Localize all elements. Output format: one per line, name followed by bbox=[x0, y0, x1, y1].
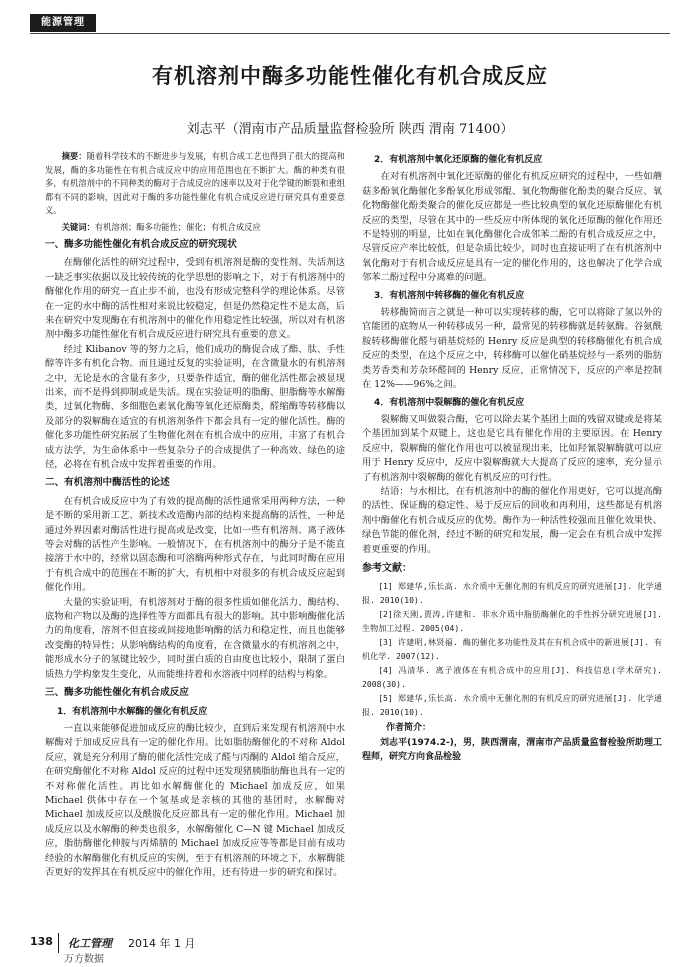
keywords-label: 关键词： bbox=[61, 221, 95, 232]
subsection-4-paragraph: 裂解酶又叫做裂合酶，它可以除去某个基团上面的残留双键或是将某个基团加到某个双键上，这也是它具有催化作用的主要原因。在 Henry 反应中，裂解酶的催化作用也可以被显现出来，比如羟氰裂解酶就可以应用于 Henry 反应中，反应中裂解酶就大大提高了反应的速率，充分显示了有机溶剂中裂解酶的催化有机反应的可行性。 bbox=[362, 413, 662, 483]
author-bio-text: 刘志平(1974.2-)，男，陕西渭南，渭南市产品质量监督检验所助理工程师，研究方向食品检验 bbox=[362, 737, 662, 762]
reference-item: [5] 郑建华,乐长高. 水介质中无催化剂的有机反应的研究进展[J]. 化学通报. 2010(10). bbox=[362, 693, 662, 718]
watermark: 万方数据 bbox=[64, 954, 104, 965]
conclusion-paragraph: 结语：与水相比，在有机溶剂中的酶的催化作用更好，它可以提高酶的活性、保证酶的稳定性、易于反应后的回收和再利用，这些都是有机溶剂中酶催化有机合成反应的优势。酶作为一种活性较强而且催化效果快、绿色节能的催化剂，经过不断的研究和发展，酶一定会在有机合成中发挥着更重要的作用。 bbox=[362, 485, 662, 555]
reference-item: [3] 许建明,林贤福. 酶的催化多功能性及其在有机合成中的新进展[J]. 有机化学. 2007(12). bbox=[362, 637, 662, 662]
page-footer bbox=[30, 935, 670, 965]
section-2-paragraph-1: 在有机合成反应中为了有效的提高酶的活性通常采用两种方法，一种是不断的采用新工艺、新技术改造酶内部的结构来提高酶的活性，一种是通过外界因素对酶活性进行提高或是改变，比如一些有机溶剂、离子液体等会对酶的活性产生影响。一般情况下，在有机溶剂中的酶分子是不能直接溶于水中的，经常以固态酶和可溶酶两种形式存在，与此同时酶在应用于有机合成中的范围在不断的扩大，有机相中对很多的有机合成反应起到催化作用。 bbox=[45, 495, 345, 594]
section-1-paragraph-2: 经过 Klibanov 等的努力之后，他们成功的酶促合成了酯、肽、手性醇等许多有机化合物。而且通过反复的实验证明，在含微量水的有机溶剂之中，无论是水的含量有多少，只要条件适宜，酶的催化活性都会被显现出来，而不是得到抑制或是失活。现在实验证明的脂酶、胆脂酶等水解酶类，过氧化物酶、多细胞色素氧化酶等氧化还原酶类，醛缩酶等转移酶以及部分的裂解酶在适宜的有机溶剂条件下都会具有一定的催化活性。酶的催化多功能性研究拓展了生物催化剂在有机合成中的应用，丰富了有机合成方法学，为生命体系中一些复杂分子的合成提供了一种高效、绿色的途径，必将在有机合成中发挥着重要的作用。 bbox=[45, 343, 345, 470]
section-2-heading: 二、有机溶剂中酶活性的论述 bbox=[45, 477, 170, 489]
subsection-4-heading: 4．有机溶剂中裂解酶的催化有机反应 bbox=[374, 397, 525, 408]
references-heading: 参考文献： bbox=[362, 562, 412, 574]
abstract bbox=[45, 150, 345, 218]
footer-divider bbox=[58, 933, 59, 953]
reference-item: [1] 郑建华,乐长高. 水介质中无催化剂的有机反应的研究进展[J]. 化学通报. 2010(10). bbox=[362, 581, 662, 606]
header-divider bbox=[30, 33, 670, 34]
section-label bbox=[30, 14, 96, 32]
abstract-label: 摘要： bbox=[61, 151, 87, 161]
section-1-heading: 一、酶多功能性催化有机合成反应的研究现状 bbox=[45, 238, 237, 250]
subsection-2-paragraph: 在对有机溶剂中氧化还原酶的催化有机反应研究的过程中，一些如蘑菇多酚氧化酶催化多酚氧化形成邻醌、氧化物酶催化酚类的聚合反应、氧化物酶催化酚类聚合的催化反应都是一些比较典型的氧化还原酶催化有机反应的类型，尽管在其中的一些反应中所体现的氧化还原酶的催化作用还不是特别的明显，比如在氧化酶催化合成邻苯二酚的有机合成反应之中，尽管反应产率比较低，但是杂质比较少，同时也直接证明了在有机溶剂中氧化酶对于有机合成反应是具有一定的催化作用的，这也解决了化学合成邻苯二酚过程中分离难的问题。 bbox=[362, 171, 662, 284]
subsection-2-heading: 2．有机溶剂中氧化还原酶的催化有机反应 bbox=[374, 155, 543, 165]
subsection-3-heading: 3．有机溶剂中转移酶的催化有机反应 bbox=[374, 290, 525, 301]
section-2-paragraph-2: 大量的实验证明，有机溶剂对于酶的很多性质如催化活力、酶结构、底物和产物以及酶的选择性等方面都具有很大的影响。其中影响酶催化活力的角度看，溶剂不但直接或间接地影响酶的活力和稳定性，而且也能够改变酶的特异性；从影响酶结构的角度看，在含微量水的有机溶剂之中，能形成水分子的氢键比较少，同时蛋白质的自由度也比较小，限制了蛋白质热力学构象发生变化，从而能维持着和水溶液中同样的结构与构象。 bbox=[45, 596, 345, 680]
author-bio-heading: 作者简介： bbox=[386, 723, 432, 734]
subsection-1-paragraph: 一直以来能够促进加成反应的酶比较少，直到后来发现有机溶剂中水解酶对于加成反应具有一定的催化作用。比如脂肪酶催化的不对称 Aldol 反应，就是充分利用了酶的催化活性完成了醛与丙酮的 Aldol 缩合反应，在研究酶催化不对称 Aldol 反应的过程中还发现猪胰脂肪酶也具有一定的不对称催化活性。再比如水解酶催化的 Michael 加成反应，如果 Michael 供体中存在一个氢基或是亲核的其他的基团时，水解酶对 Michael 加成反应以及酰胺化反应都具有一定的催化作用。Michael 加成反应以及水解酶的种类也很多，水解酶催化 C—N 键 Michael 加成反应，脂肪酶催化伸胺与丙烯腈的 Michael 加成反应等等都是目前有成功经验的水解酶催化有机反应的实例，至于有机溶剂的环境之下，水解酶能否更好的发挥其在有机反应中的催化作用，还有待进一步的研究和探讨。 bbox=[45, 722, 345, 878]
left-column bbox=[45, 150, 345, 930]
keywords bbox=[45, 220, 345, 234]
subsection-3-paragraph: 转移酶简而言之就是一种可以实现转移的酶，它可以将除了氢以外的官能团的底物从一种转移成另一种，最常见的转移酶就是转氨酶。谷氨酰胺转移酶催化醛与硝基烷烃的 Henry 反应是典型的转移酶催化有机合成反应的类型，在这个反应之中，转移酶可以催化硝基烷烃与一系列的脂肪类芳香类和芳杂环醛间的 Henry 反应，正常情况下，反应的产率是控制在 12%——96%之间。 bbox=[362, 307, 662, 391]
abstract-text: 随着科学技术的不断进步与发展，有机合成工艺也得到了很大的提高和发展，酶的多功能性在有机合成反应中的应用范围也在不断扩大。酶的种类有很多，有机溶剂中的不同种类的酶对于合成反应的速率以及对于化学键的断裂和重组都有不同的影响，因此对于酶的多功能性催化有机合成反应进行研究具有重要意义。 bbox=[45, 151, 345, 215]
reference-item: [4] 冯清华. 离子液体在有机合成中的应用[J]. 科技信息(学术研究). 2008(30). bbox=[362, 665, 662, 690]
journal-name: 化工管理 bbox=[68, 937, 112, 950]
author-line: 刘志平（渭南市产品质量监督检验所 陕西 渭南 71400） bbox=[186, 122, 514, 137]
article-title: 有机溶剂中酶多功能性催化有机合成反应 bbox=[152, 64, 548, 88]
right-column bbox=[362, 150, 662, 930]
section-label-text: 能源管理 bbox=[41, 17, 85, 28]
keywords-text: 有机溶剂；酶多功能性；催化；有机合成反应 bbox=[94, 221, 261, 232]
section-1-paragraph-1: 在酶催化活性的研究过程中，受到有机溶剂是酶的变性剂、失活剂这一缺乏事实依据以及比较传统的化学思想的影响之下，对于有机溶剂中的酶催化作用的研究一直止步不前，也没有形成完整科学的理论体系。尽管在一定的水中酶的活性相对来说比较稳定，但是仍然稳定性不是太高，后来在研究中发现酶在有机溶剂中的催化作用稳定性比较强，所以对有机溶剂中酶多功能性催化有机合成反应进行研究具有重要的意义。 bbox=[45, 257, 345, 341]
subsection-1-heading: 1．有机溶剂中水解酶的催化有机反应 bbox=[57, 706, 208, 717]
page-number: 138 bbox=[30, 935, 53, 948]
reference-item: [2]徐天刚,贾涛,许建和. 非水介质中脂肪酶催化的手性拆分研究进展[J]. 生物加工过程. 2005(04). bbox=[362, 609, 662, 634]
issue-date: 2014 年 1 月 bbox=[128, 937, 196, 950]
section-3-heading: 三、酶多功能性催化有机合成反应 bbox=[45, 687, 189, 699]
